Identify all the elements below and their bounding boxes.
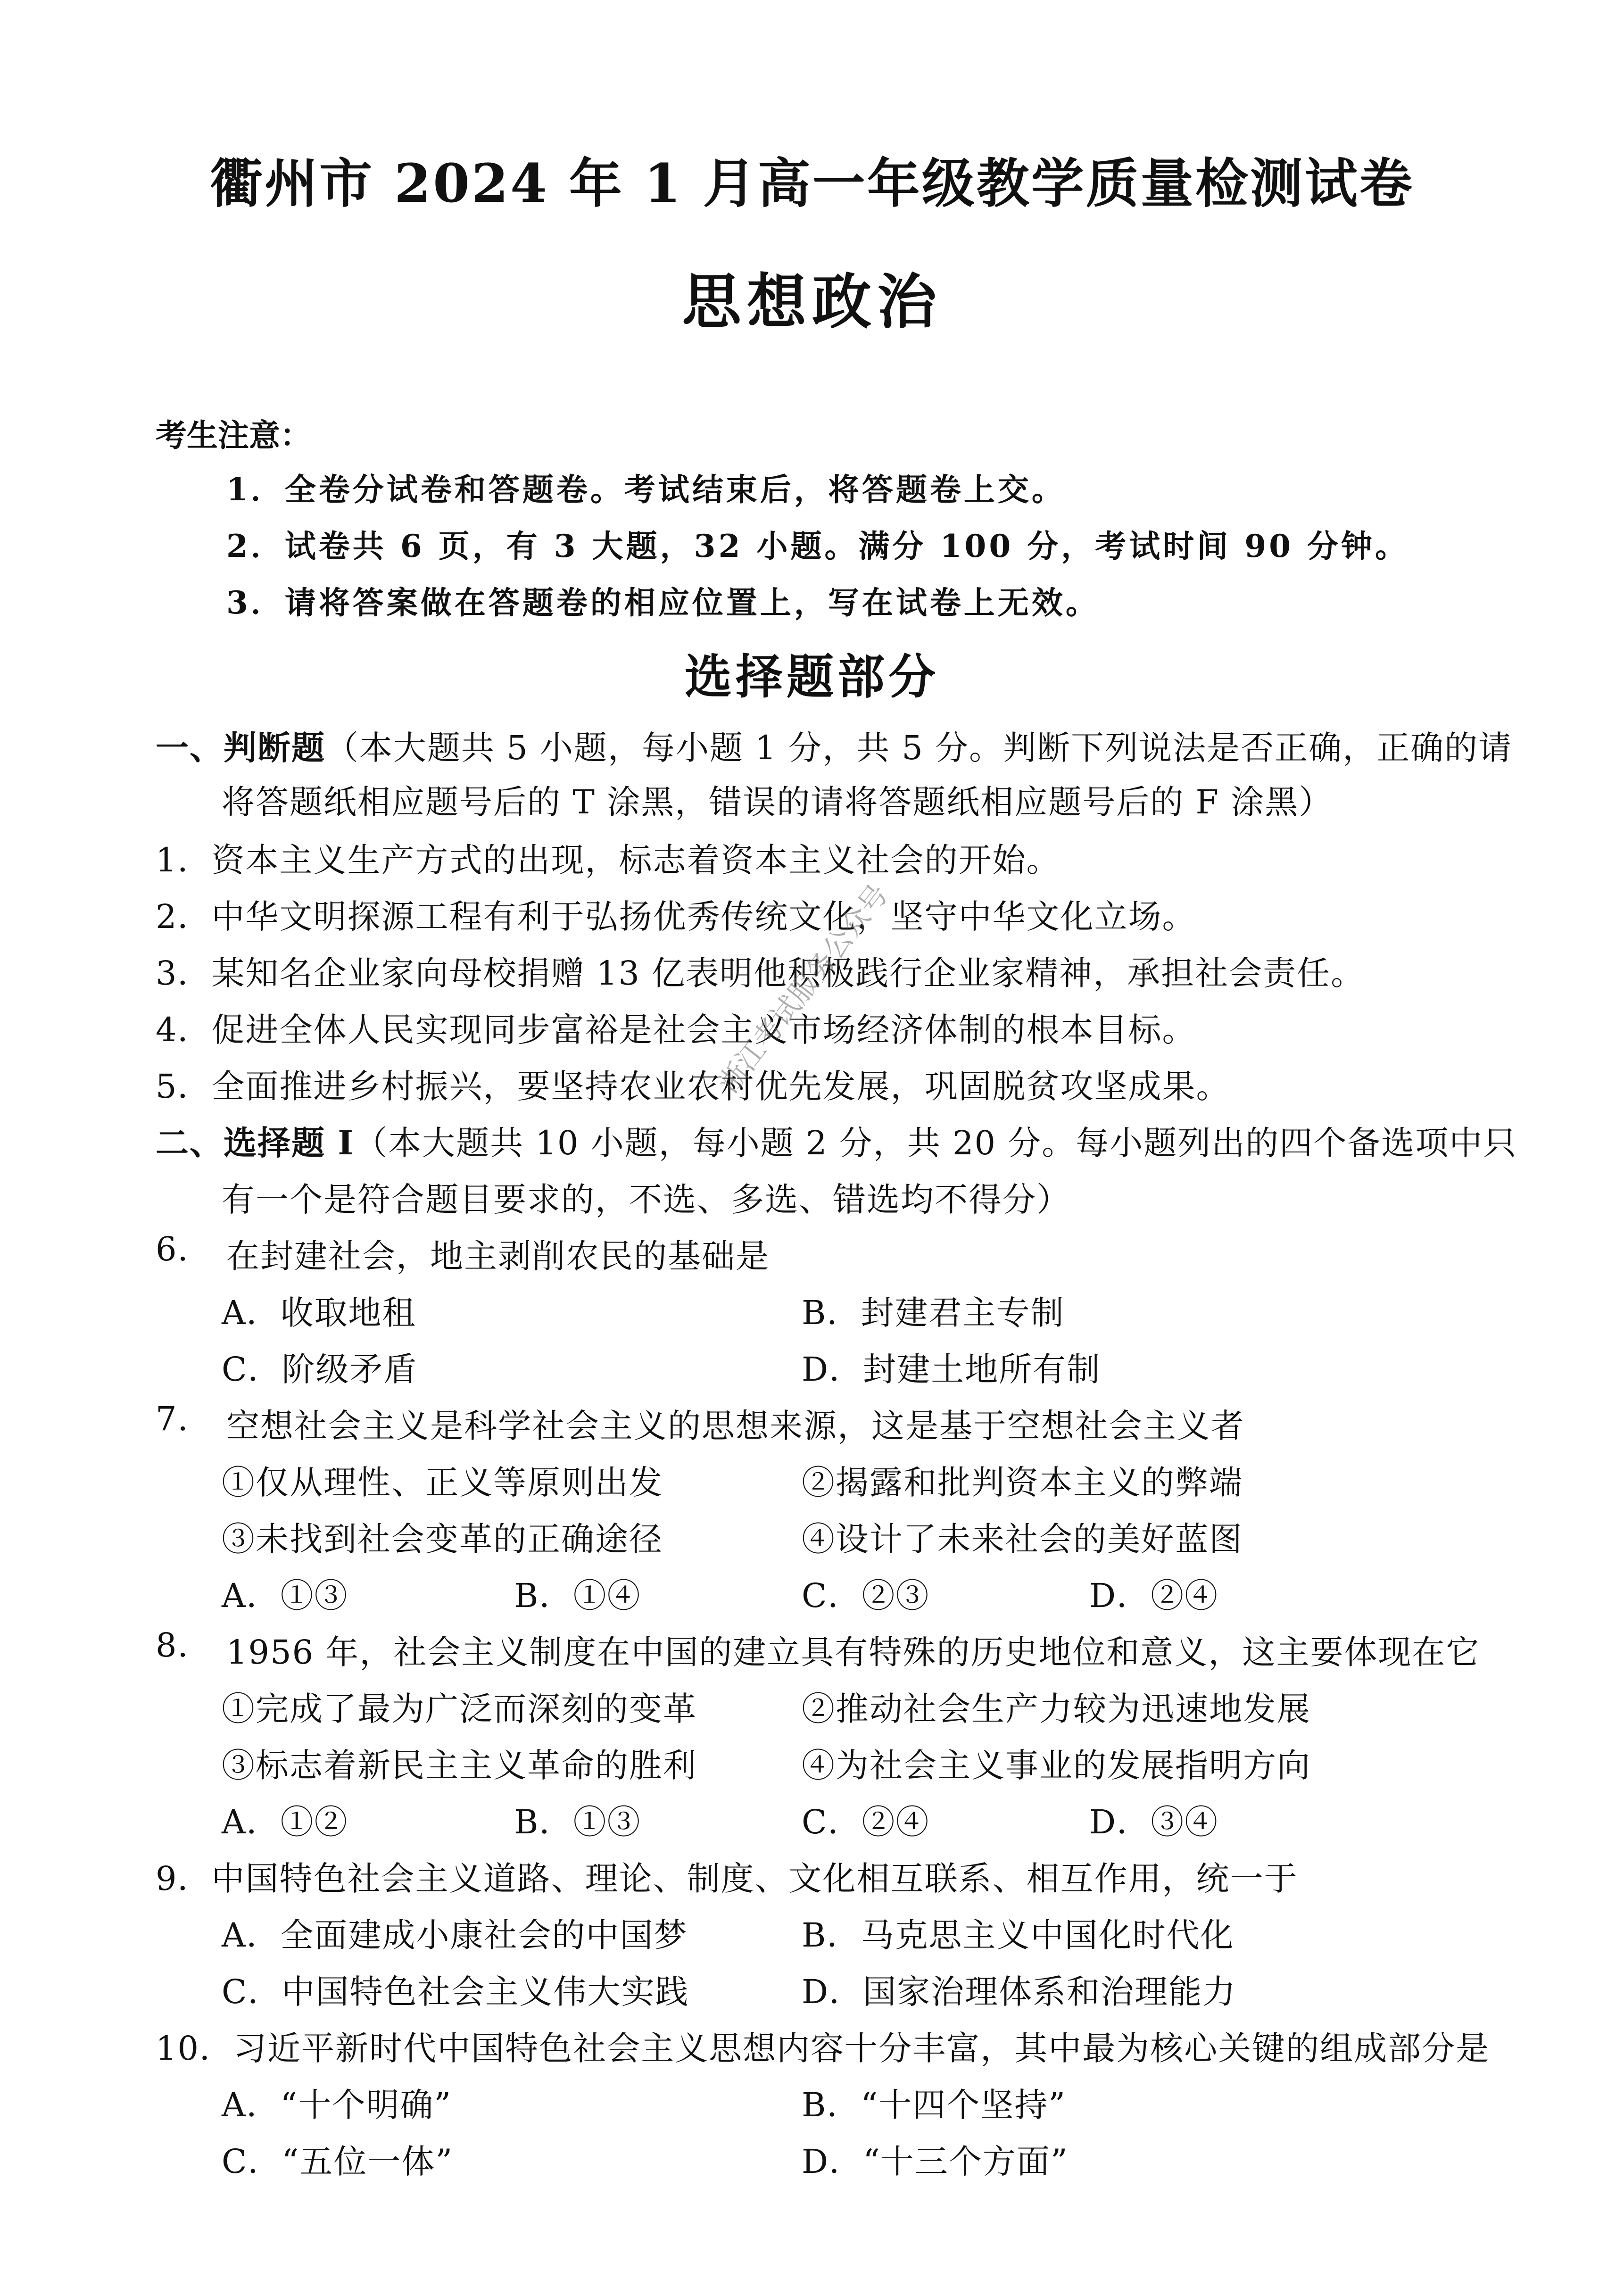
statement-1: ①仅从理性、正义等原则出发 [222,1463,663,1502]
part2-description-cont: 有一个是符合题目要求的，不选、多选、错选均不得分） [222,1180,1070,1219]
notice-heading: 考生注意： [156,417,311,454]
option-a: A．收取地租 [222,1293,416,1332]
notice-item: 1．全卷分试卷和答题卷。考试结束后，将答题卷上交。 [226,471,1066,508]
option-c: C．阶级矛盾 [222,1350,418,1389]
judgment-item: 3．某知名企业家向母校捐赠 13 亿表明他积极践行企业家精神，承担社会责任。 [156,954,1365,993]
part1-description-cont: 将答题纸相应题号后的 T 涂黑，错误的请将答题纸相应题号后的 F 涂黑） [222,783,1333,821]
option-d: D．“十三个方面” [802,2142,1069,2181]
statement-2: ②揭露和批判资本主义的弊端 [802,1463,1243,1502]
statement-4: ④为社会主义事业的发展指明方向 [802,1746,1311,1785]
statement-1: ①完成了最为广泛而深刻的变革 [222,1690,697,1728]
question-number: 8. [156,1626,189,1665]
notice-item: 3．请将答案做在答题卷的相应位置上，写在试卷上无效。 [226,584,1100,621]
question-stem: 10．习近平新时代中国特色社会主义思想内容十分丰富，其中最为核心关键的组成部分是 [156,2029,1490,2068]
watermark: 浙江考试服务公众号 [712,878,895,1100]
question-number: 7. [156,1400,189,1438]
question-stem: 9．中国特色社会主义道路、理论、制度、文化相互联系、相互作用，统一于 [156,1859,1298,1898]
judgment-item: 4．促进全体人民实现同步富裕是社会主义市场经济体制的根本目标。 [156,1011,1196,1049]
option-c: C．②④ [802,1803,930,1841]
judgment-item: 5．全面推进乡村振兴，要坚持农业农村优先发展，巩固脱贫攻坚成果。 [156,1067,1230,1106]
subject-title: 思想政治 [682,267,942,337]
option-c: C．中国特色社会主义伟大实践 [222,1972,689,2011]
option-c: C．②③ [802,1576,930,1615]
option-d: D．封建土地所有制 [802,1350,1101,1389]
option-b: B．①④ [514,1576,641,1615]
option-b: B．“十四个坚持” [802,2086,1067,2124]
option-d: D．国家治理体系和治理能力 [802,1972,1237,2011]
statement-4: ④设计了未来社会的美好蓝图 [802,1520,1243,1558]
part1-heading: 一、判断题 [156,728,325,767]
option-a: A．全面建成小康社会的中国梦 [222,1916,688,1955]
part2-heading: 二、选择题 I [156,1123,355,1162]
part2-heading-line [156,1117,1517,1164]
option-b: B．封建君主专制 [802,1293,1065,1332]
part1-description: （本大题共 5 小题，每小题 1 分，共 5 分。判断下列说法是否正确，正确的请 [325,729,1513,767]
option-d: D．③④ [1089,1803,1219,1841]
section-title: 选择题部分 [685,649,939,704]
notice-item: 2．试卷共 6 页，有 3 大题，32 小题。满分 100 分，考试时间 90 分钟。 [226,528,1409,564]
question-stem: 空想社会主义是科学社会主义的思想来源，这是基于空想社会主义者 [226,1407,1245,1445]
option-a: A．①③ [222,1576,348,1615]
option-d: D．②④ [1089,1576,1219,1615]
question-stem: 在封建社会，地主剥削农民的基础是 [226,1237,770,1276]
judgment-item: 2．中华文明探源工程有利于弘扬优秀传统文化，坚守中华文化立场。 [156,897,1196,936]
question-stem: 1956 年，社会主义制度在中国的建立具有特殊的历史地位和意义，这主要体现在它 [226,1633,1480,1672]
option-a: A．“十个明确” [222,2086,452,2124]
judgment-item: 1．资本主义生产方式的出现，标志着资本主义社会的开始。 [156,841,1061,879]
statement-3: ③标志着新民主主义革命的胜利 [222,1746,697,1785]
option-b: B．马克思主义中国化时代化 [802,1916,1235,1955]
option-a: A．①② [222,1803,348,1841]
option-b: B．①③ [514,1803,641,1841]
option-c: C．“五位一体” [222,2142,454,2181]
statement-3: ③未找到社会变革的正确途径 [222,1520,663,1558]
exam-title: 衢州市 2024 年 1 月高一年级教学质量检测试卷 [210,153,1414,215]
part2-description: （本大题共 10 小题，每小题 2 分，共 20 分。每小题列出的四个备选项中只 [354,1124,1517,1162]
question-number: 6. [156,1230,189,1268]
part1-heading-line [156,721,1512,769]
statement-2: ②推动社会生产力较为迅速地发展 [802,1690,1311,1728]
